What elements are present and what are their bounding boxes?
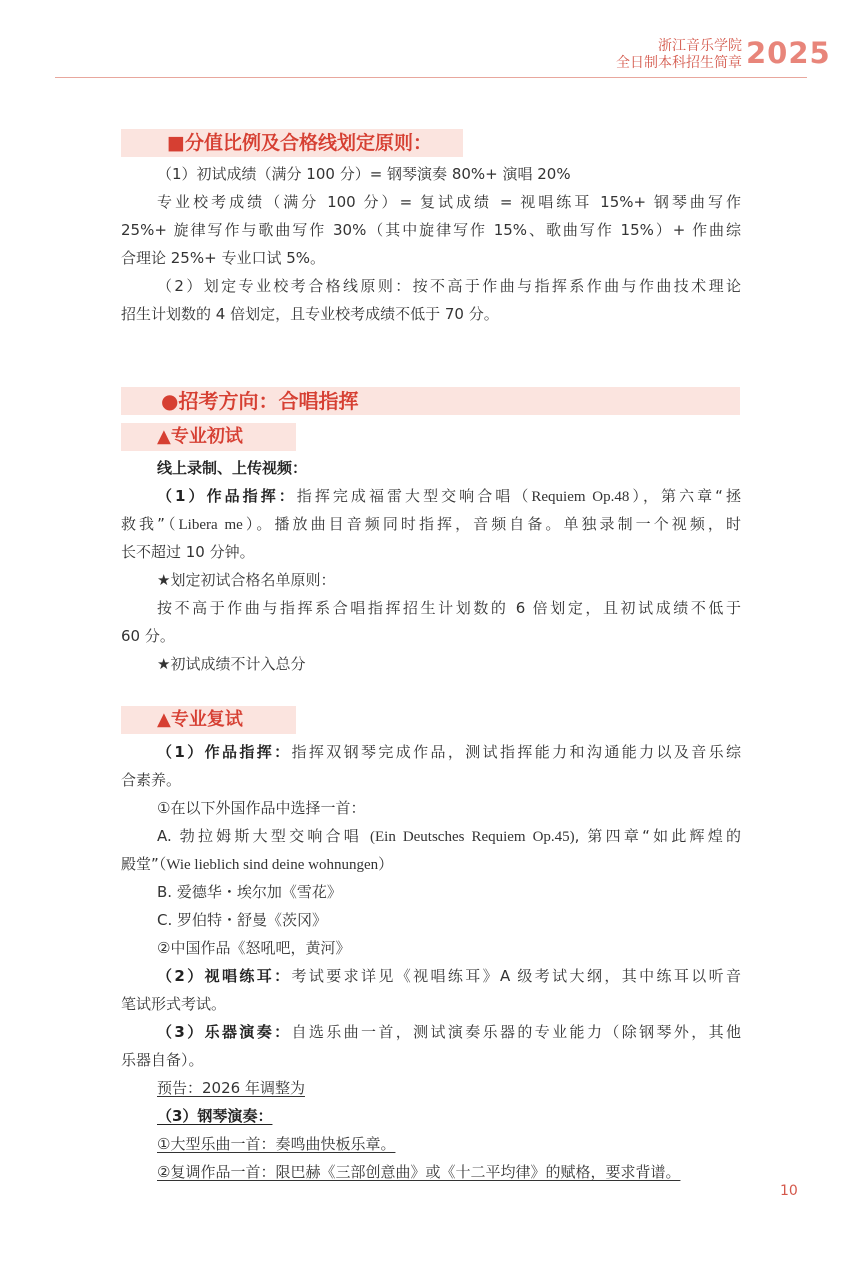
header-divider <box>55 77 807 78</box>
preliminary-work-title: Requiem Op.48 <box>531 489 630 505</box>
option-a-text-a: A. 勃拉姆斯大型交响合唱 <box>157 827 371 845</box>
preliminary-item1-line-2 <box>121 516 741 534</box>
preliminary-item1-label: （1）作品指挥： <box>157 487 297 505</box>
second-round-heading: ▲专业复试 <box>121 706 296 734</box>
adjustment-notice: 预告：2026 年调整为 <box>157 1079 305 1097</box>
scoring-line-3: 25%+ 旋律写作与歌曲写作 30%（其中旋律写作 15%、歌曲写作 15%）+ 作曲综 <box>121 221 741 239</box>
online-upload-label: 线上录制、上传视频： <box>157 459 308 477</box>
option-a-line-2 <box>121 856 741 874</box>
second-item2-line-1 <box>157 968 741 985</box>
second-item2-text-a: 考试要求详见《视唱练耳》A 级考试大纲，其中练耳以听音 <box>291 967 741 985</box>
direction-heading: ●招考方向：合唱指挥 <box>121 387 740 415</box>
second-item3-label: （3）乐器演奏： <box>157 1023 292 1041</box>
header-institution: 浙江音乐学院 <box>658 38 742 54</box>
scoring-line-1: （1）初试成绩（满分 100 分）= 钢琴演奏 80%+ 演唱 20% <box>157 165 571 183</box>
second-item3-line-2: 乐器自备）。 <box>121 1051 204 1069</box>
option-c: C. 罗伯特・舒曼《茨冈》 <box>157 911 328 929</box>
preliminary-rule-line-1: 按不高于作曲与指挥系合唱指挥招生计划数的 6 倍划定，且初试成绩不低于 <box>157 599 741 617</box>
preliminary-movement-title: Libera me <box>178 517 243 533</box>
preliminary-rule-title: ★划定初试合格名单原则： <box>157 571 336 589</box>
scoring-line-6: 招生计划数的 4 倍划定，且专业校考成绩不低于 70 分。 <box>121 305 499 323</box>
preliminary-item1-line-1 <box>157 488 741 506</box>
scoring-line-5: （2）划定专业校考合格线原则：按不高于作曲与指挥系作曲与作曲技术理论 <box>157 277 741 295</box>
second-item3-text-a: 自选乐曲一首，测试演奏乐器的专业能力（除钢琴外，其他 <box>291 1023 741 1041</box>
preliminary-heading: ▲专业初试 <box>121 423 296 451</box>
preliminary-item1-text-c: 救我”（ <box>121 515 179 533</box>
piano-requirement-1: ①大型乐曲一首：奏鸣曲快板乐章。 <box>157 1135 396 1153</box>
scoring-line-4: 合理论 25%+ 专业口试 5%。 <box>121 249 326 267</box>
second-item3-line-1 <box>157 1024 741 1041</box>
piano-performance-label: （3）钢琴演奏： <box>157 1107 273 1125</box>
option-a-text-d: ） <box>378 855 394 873</box>
second-item2-line-2: 笔试形式考试。 <box>121 995 227 1013</box>
scoring-heading: ■分值比例及合格线划定原则： <box>121 129 463 157</box>
preliminary-item1-text-a: 指挥完成福雷大型交响合唱（ <box>296 487 532 505</box>
page-number: 10 <box>780 1183 798 1199</box>
scoring-line-2: 专业校考成绩（满分 100 分）= 复试成绩 = 视唱练耳 15%+ 钢琴曲写作 <box>157 193 741 211</box>
option-a-text-b: , 第四章“如此辉煌的 <box>574 827 741 845</box>
second-item1-line-2: 合素养。 <box>121 771 182 789</box>
option-a-text-c: 殿堂”（ <box>121 855 167 873</box>
second-item2-label: （2）视唱练耳： <box>157 967 292 985</box>
preliminary-item1-line-3: 长不超过 10 分钟。 <box>121 543 255 561</box>
chinese-work: ②中国作品《怒吼吧，黄河》 <box>157 939 351 957</box>
option-a-line-1 <box>157 828 741 846</box>
second-item1-label: （1）作品指挥： <box>157 743 292 761</box>
second-item1-text-a: 指挥双钢琴完成作品，测试指挥能力和沟通能力以及音乐综 <box>291 743 741 761</box>
preliminary-item1-text-b: ），第六章“拯 <box>629 487 741 505</box>
piano-requirement-2: ②复调作品一首：限巴赫《三部创意曲》或《十二平均律》的赋格，要求背谱。 <box>157 1163 681 1181</box>
preliminary-item1-text-d: ）。播放曲目音频同时指挥，音频自备。单独录制一个视频，时 <box>242 515 741 533</box>
foreign-works-intro: ①在以下外国作品中选择一首： <box>157 799 366 817</box>
header-year: 2025 <box>746 36 831 70</box>
header-title <box>616 38 742 72</box>
option-a-work-title: (Ein Deutsches Requiem Op.45) <box>370 829 575 845</box>
option-b: B. 爱德华・埃尔加《雪花》 <box>157 883 342 901</box>
preliminary-rule-line-2: 60 分。 <box>121 627 175 645</box>
second-item1-line-1 <box>157 744 741 761</box>
preliminary-note: ★初试成绩不计入总分 <box>157 655 306 673</box>
header-guide-title: 全日制本科招生简章 <box>616 55 742 71</box>
option-a-movement-title: Wie lieblich sind deine wohnungen <box>166 857 379 873</box>
